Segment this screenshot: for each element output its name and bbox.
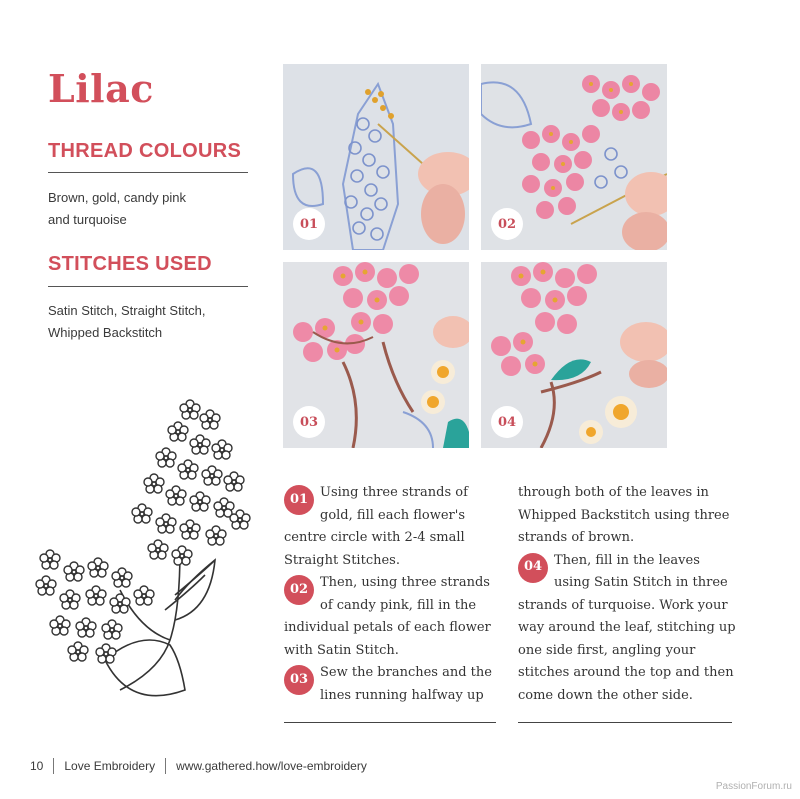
instruction-step-2 [284,572,499,662]
stitches-used-heading: STITCHES USED [48,253,212,275]
website-link[interactable]: www.gathered.how/love-embroidery [176,759,367,773]
column-divider [284,722,496,723]
step-photo-1 [283,64,469,250]
heading-divider [48,172,248,173]
thread-colours-text: Brown, gold, candy pink and turquoise [48,190,187,227]
page-footer [30,758,367,774]
step-text: Sew the branches and the lines running halfway up [320,665,492,703]
step-photo-4 [481,262,667,448]
instruction-step-1 [284,482,499,572]
photo-step-badge: 01 [293,208,325,240]
step-text: Then, fill in the leaves using Satin Stitch in three strands of turquoise. Work your way around the leaf, stitching up one side first, angling your stitches around the top and then come down the other side. [518,552,736,703]
instructions-column-left [284,482,499,707]
photo-step-badge: 03 [293,406,325,438]
step-photo-2 [481,64,667,250]
magazine-name: Love Embroidery [64,759,156,773]
step-number-badge: 03 [284,665,314,695]
step-number-badge: 04 [518,553,548,583]
photo-step-badge: 04 [491,406,523,438]
page-title: Lilac [48,66,154,111]
watermark-text: PassionForum.ru [715,781,792,792]
photo-step-badge: 02 [491,208,523,240]
footer-separator [165,758,166,774]
step-number-badge: 01 [284,485,314,515]
instruction-step-3-continued: through both of the leaves in Whipped Backstitch using three strands of brown. [518,485,730,545]
footer-separator [53,758,54,774]
thread-colours-heading: THREAD COLOURS [48,140,242,162]
page-number: 10 [30,759,44,773]
step-photo-3 [283,262,469,448]
instruction-step-4 [518,550,738,708]
instructions-column-right [518,482,738,707]
stitches-used-text: Satin Stitch, Straight Stitch, Whipped Backstitch [48,303,206,340]
step-number-badge: 02 [284,575,314,605]
step-text: Then, using three strands of candy pink, fill in the individual petals of each flower with Satin Stitch. [284,575,491,658]
instruction-step-3 [284,662,499,707]
column-divider [518,722,732,723]
lilac-pattern-sketch [30,390,275,720]
step-text: Using three strands of gold, fill each flower's centre circle with 2-4 small Straight Stitches. [284,485,468,568]
heading-divider [48,286,248,287]
